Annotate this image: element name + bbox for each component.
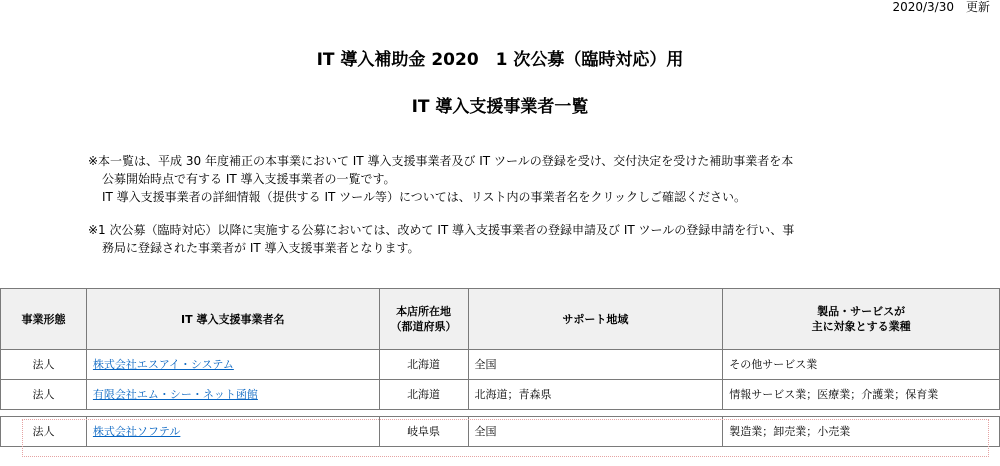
header-support-region: サポート地域 (468, 289, 723, 350)
page-title: IT 導入補助金 2020 1 次公募（臨時対応）用 (316, 50, 684, 70)
page-subtitle: IT 導入支援事業者一覧 (411, 97, 589, 117)
header-industry-line-2: 主に対象とする業種 (811, 320, 911, 333)
header-industry (723, 289, 1000, 350)
note-1-line-1: ※本一覧は、平成 30 年度補正の本事業において IT 導入支援事業者及び IT ツールの登録を受け、交付決定を受けた補助事業者を本 (88, 154, 794, 168)
cell-vendor-name (86, 417, 379, 447)
table-row (1, 350, 1000, 380)
cell-location: 北海道 (379, 350, 468, 380)
header-business-type: 事業形態 (1, 289, 87, 350)
table-row (1, 417, 1000, 447)
note-1-line-2: 公募開始時点で有する IT 導入支援事業者の一覧です。 (102, 172, 396, 186)
table-header-row (1, 289, 1000, 350)
table-row (1, 380, 1000, 410)
vendor-link[interactable]: 株式会社エスアイ・システム (92, 357, 234, 371)
cell-location: 北海道 (379, 380, 468, 410)
note-1 (88, 152, 918, 206)
table-spacer-row (1, 410, 1000, 417)
note-2 (88, 221, 918, 257)
header-location (379, 289, 468, 350)
cell-business-type: 法人 (1, 380, 87, 410)
cell-industry: その他サービス業 (723, 350, 1000, 380)
cell-business-type: 法人 (1, 350, 87, 380)
vendor-link[interactable]: 有限会社エム・シー・ネット函館 (92, 387, 258, 401)
note-1-line-3: IT 導入支援事業者の詳細情報（提供する IT ツール等）については、リスト内の事業者名をクリックしご確認ください。 (102, 190, 746, 204)
vendor-link[interactable]: 株式会社ソフテル (92, 424, 181, 438)
cell-support-region: 北海道；青森県 (468, 380, 723, 410)
header-industry-line-1: 製品・サービスが (817, 305, 906, 318)
cell-support-region: 全国 (468, 350, 723, 380)
cell-business-type: 法人 (1, 417, 87, 447)
cell-support-region: 全国 (468, 417, 723, 447)
note-2-line-1: ※1 次公募（臨時対応）以降に実施する公募においては、改めて IT 導入支援事業者の登録申請及び IT ツールの登録申請を行い、事 (88, 223, 795, 237)
header-location-line-2: （都道府県） (390, 320, 457, 333)
note-2-line-2: 務局に登録された事業者が IT 導入支援事業者となります。 (102, 241, 420, 255)
cell-industry: 製造業；卸売業；小売業 (723, 417, 1000, 447)
updated-date: 2020/3/30 更新 (892, 0, 990, 14)
cell-vendor-name (86, 350, 379, 380)
cell-industry: 情報サービス業；医療業；介護業；保育業 (723, 380, 1000, 410)
cell-location: 岐阜県 (379, 417, 468, 447)
spacer-cell (1, 410, 1000, 417)
header-location-line-1: 本店所在地 (396, 305, 452, 318)
cell-vendor-name (86, 380, 379, 410)
header-vendor-name: IT 導入支援事業者名 (86, 289, 379, 350)
vendor-table (0, 288, 1000, 447)
